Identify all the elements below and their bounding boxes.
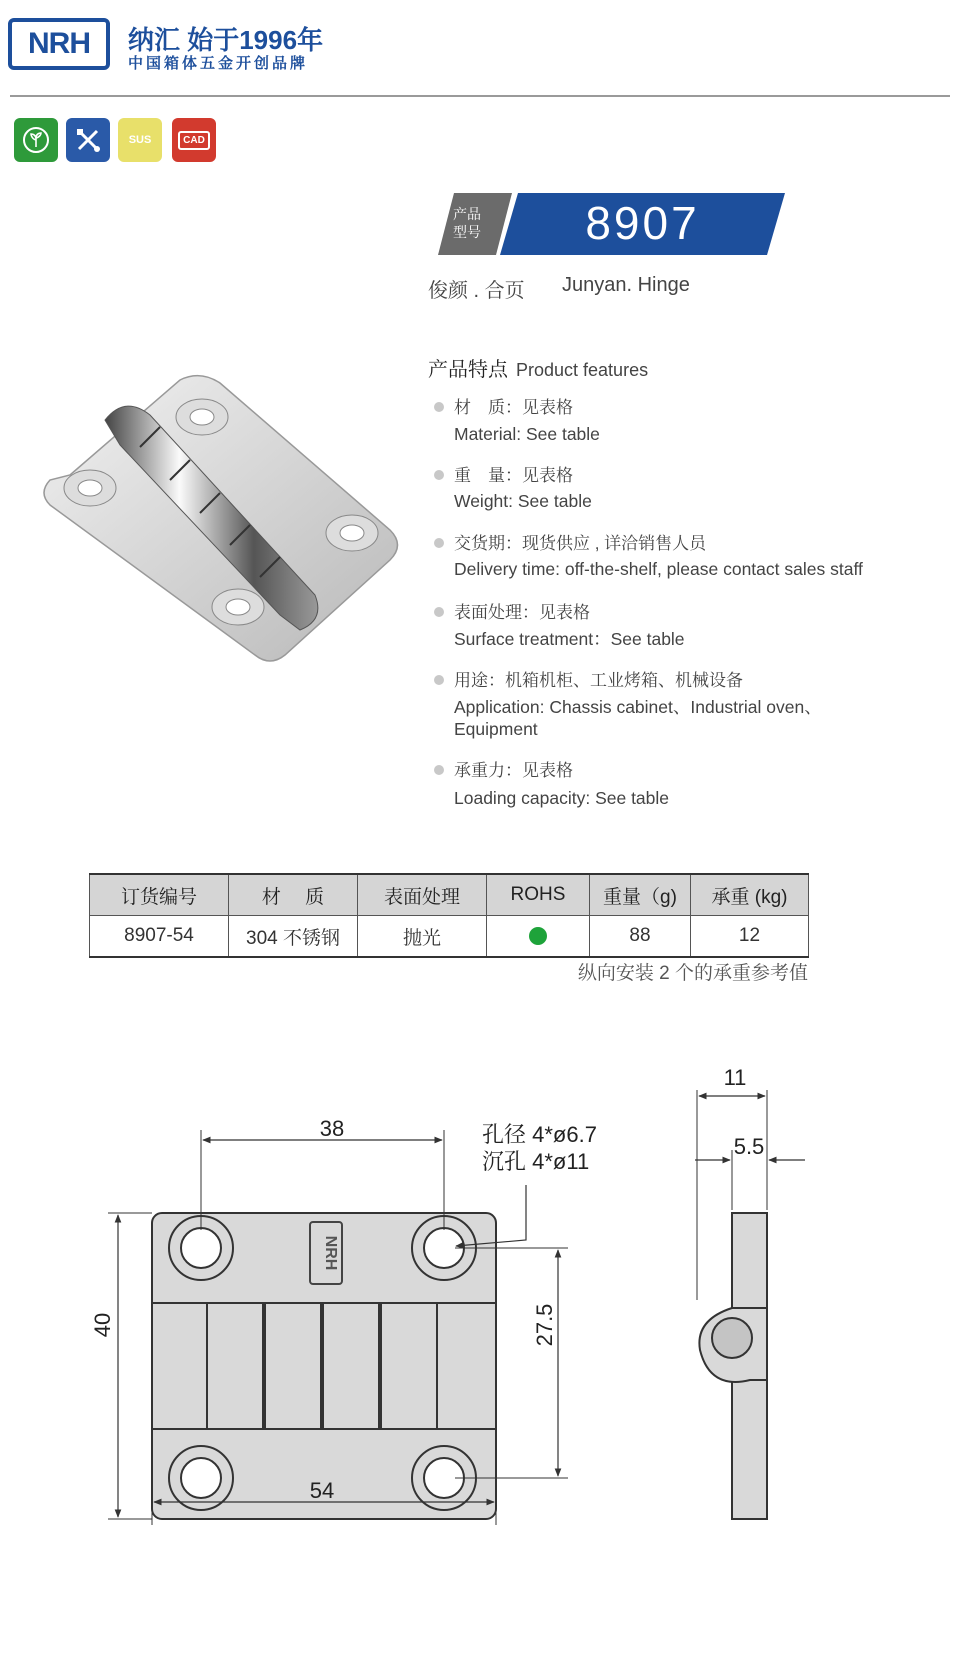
table-row: [90, 916, 809, 958]
feature-item-material: [434, 393, 573, 418]
model-label-line2: 型号: [453, 224, 481, 240]
feature-label-en: Delivery time: off-the-shelf, please contact sales staff: [454, 559, 863, 579]
features-title: [428, 353, 648, 382]
bullet-icon: [434, 765, 444, 775]
hole-spec: 孔径 4*ø6.7: [482, 1122, 597, 1147]
front-view: [152, 1213, 496, 1519]
drawing-logo-text: NRH: [322, 1235, 339, 1271]
feature-label-cn: 表面处理：见表格: [454, 603, 590, 622]
brand-slogan: 中国箱体五金开创品牌: [128, 55, 309, 72]
table-note: 纵向安装 2 个的承重参考值: [577, 963, 808, 984]
feature-label-cn: 重 量：见表格: [454, 466, 573, 485]
feature-label-en: Weight: See table: [454, 491, 592, 511]
feature-label-cn: 承重力：见表格: [454, 761, 573, 780]
model-label: [453, 205, 493, 241]
bullet-icon: [434, 607, 444, 617]
header-divider: [10, 95, 950, 97]
header-order-no: 订货编号: [90, 874, 229, 916]
dim-hole-spacing: 38: [319, 1116, 345, 1141]
feature-item-weight: [434, 461, 573, 486]
header-weight: 重量（g): [590, 874, 691, 916]
cell-surface: 抛光: [358, 916, 487, 958]
brand-name: 纳汇 始于1996年: [128, 25, 324, 55]
cell-rohs: [487, 916, 590, 958]
header-material: 材 质: [229, 874, 358, 916]
bullet-icon: [434, 538, 444, 548]
feature-item-surface: [434, 598, 590, 623]
product-image: [30, 365, 410, 685]
brand-logo: [8, 18, 110, 70]
cell-weight: 88: [590, 916, 691, 958]
feature-label-cn: 用途：机箱机柜、工业烤箱、机械设备: [454, 671, 743, 690]
bullet-icon: [434, 470, 444, 480]
eco-leaf-icon[interactable]: [14, 118, 58, 162]
features-title-cn: 产品特点: [428, 359, 508, 381]
rohs-status-icon: [529, 927, 547, 945]
technical-drawing: [0, 1050, 960, 1550]
model-name-en: Junyan. Hinge: [562, 274, 690, 296]
feature-label-cn: 交货期：现货供应 , 详洽销售人员: [454, 534, 707, 553]
features-title-en: Product features: [516, 360, 649, 380]
header-rohs: ROHS: [487, 874, 590, 916]
cell-order-no: 8907-54: [90, 916, 229, 958]
cell-load: 12: [691, 916, 809, 958]
dim-height: 40: [90, 1312, 115, 1338]
feature-item-delivery: [434, 529, 706, 554]
feature-label-en: Surface treatment：See table: [454, 629, 685, 649]
countersink-spec: 沉孔 4*ø11: [482, 1149, 590, 1174]
cad-label: CAD: [183, 134, 205, 146]
bullet-icon: [434, 402, 444, 412]
dim-plate: 5.5: [733, 1134, 765, 1159]
feature-label-en: Application: Chassis cabinet、Industrial oven、Equipment: [454, 697, 822, 739]
brand-logo-text: NRH: [28, 27, 90, 60]
feature-item-load: [434, 756, 573, 781]
dim-thickness: 11: [723, 1065, 747, 1090]
model-label-line1: 产品: [453, 206, 481, 222]
feature-item-application: [434, 666, 743, 691]
feature-label-cn: 材 质：见表格: [454, 398, 573, 417]
header-load: 承重 (kg): [691, 874, 809, 916]
bullet-icon: [434, 675, 444, 685]
side-view: [699, 1213, 767, 1519]
sus-icon[interactable]: [118, 118, 162, 162]
spec-table: [89, 873, 809, 958]
tools-icon[interactable]: [66, 118, 110, 162]
model-number: 8907: [585, 197, 700, 249]
sus-label: SUS: [128, 134, 152, 146]
feature-label-en: Loading capacity: See table: [454, 788, 670, 808]
model-name-cn: 俊颜 . 合页: [428, 280, 525, 302]
cad-file-icon[interactable]: [172, 118, 216, 162]
dim-vertical-spacing: 27.5: [532, 1303, 557, 1347]
feature-label-en: Material: See table: [454, 424, 600, 444]
cell-material: 304 不锈钢: [229, 916, 358, 958]
table-header-row: [90, 874, 809, 916]
header-surface: 表面处理: [358, 874, 487, 916]
dim-width: 54: [309, 1478, 335, 1503]
